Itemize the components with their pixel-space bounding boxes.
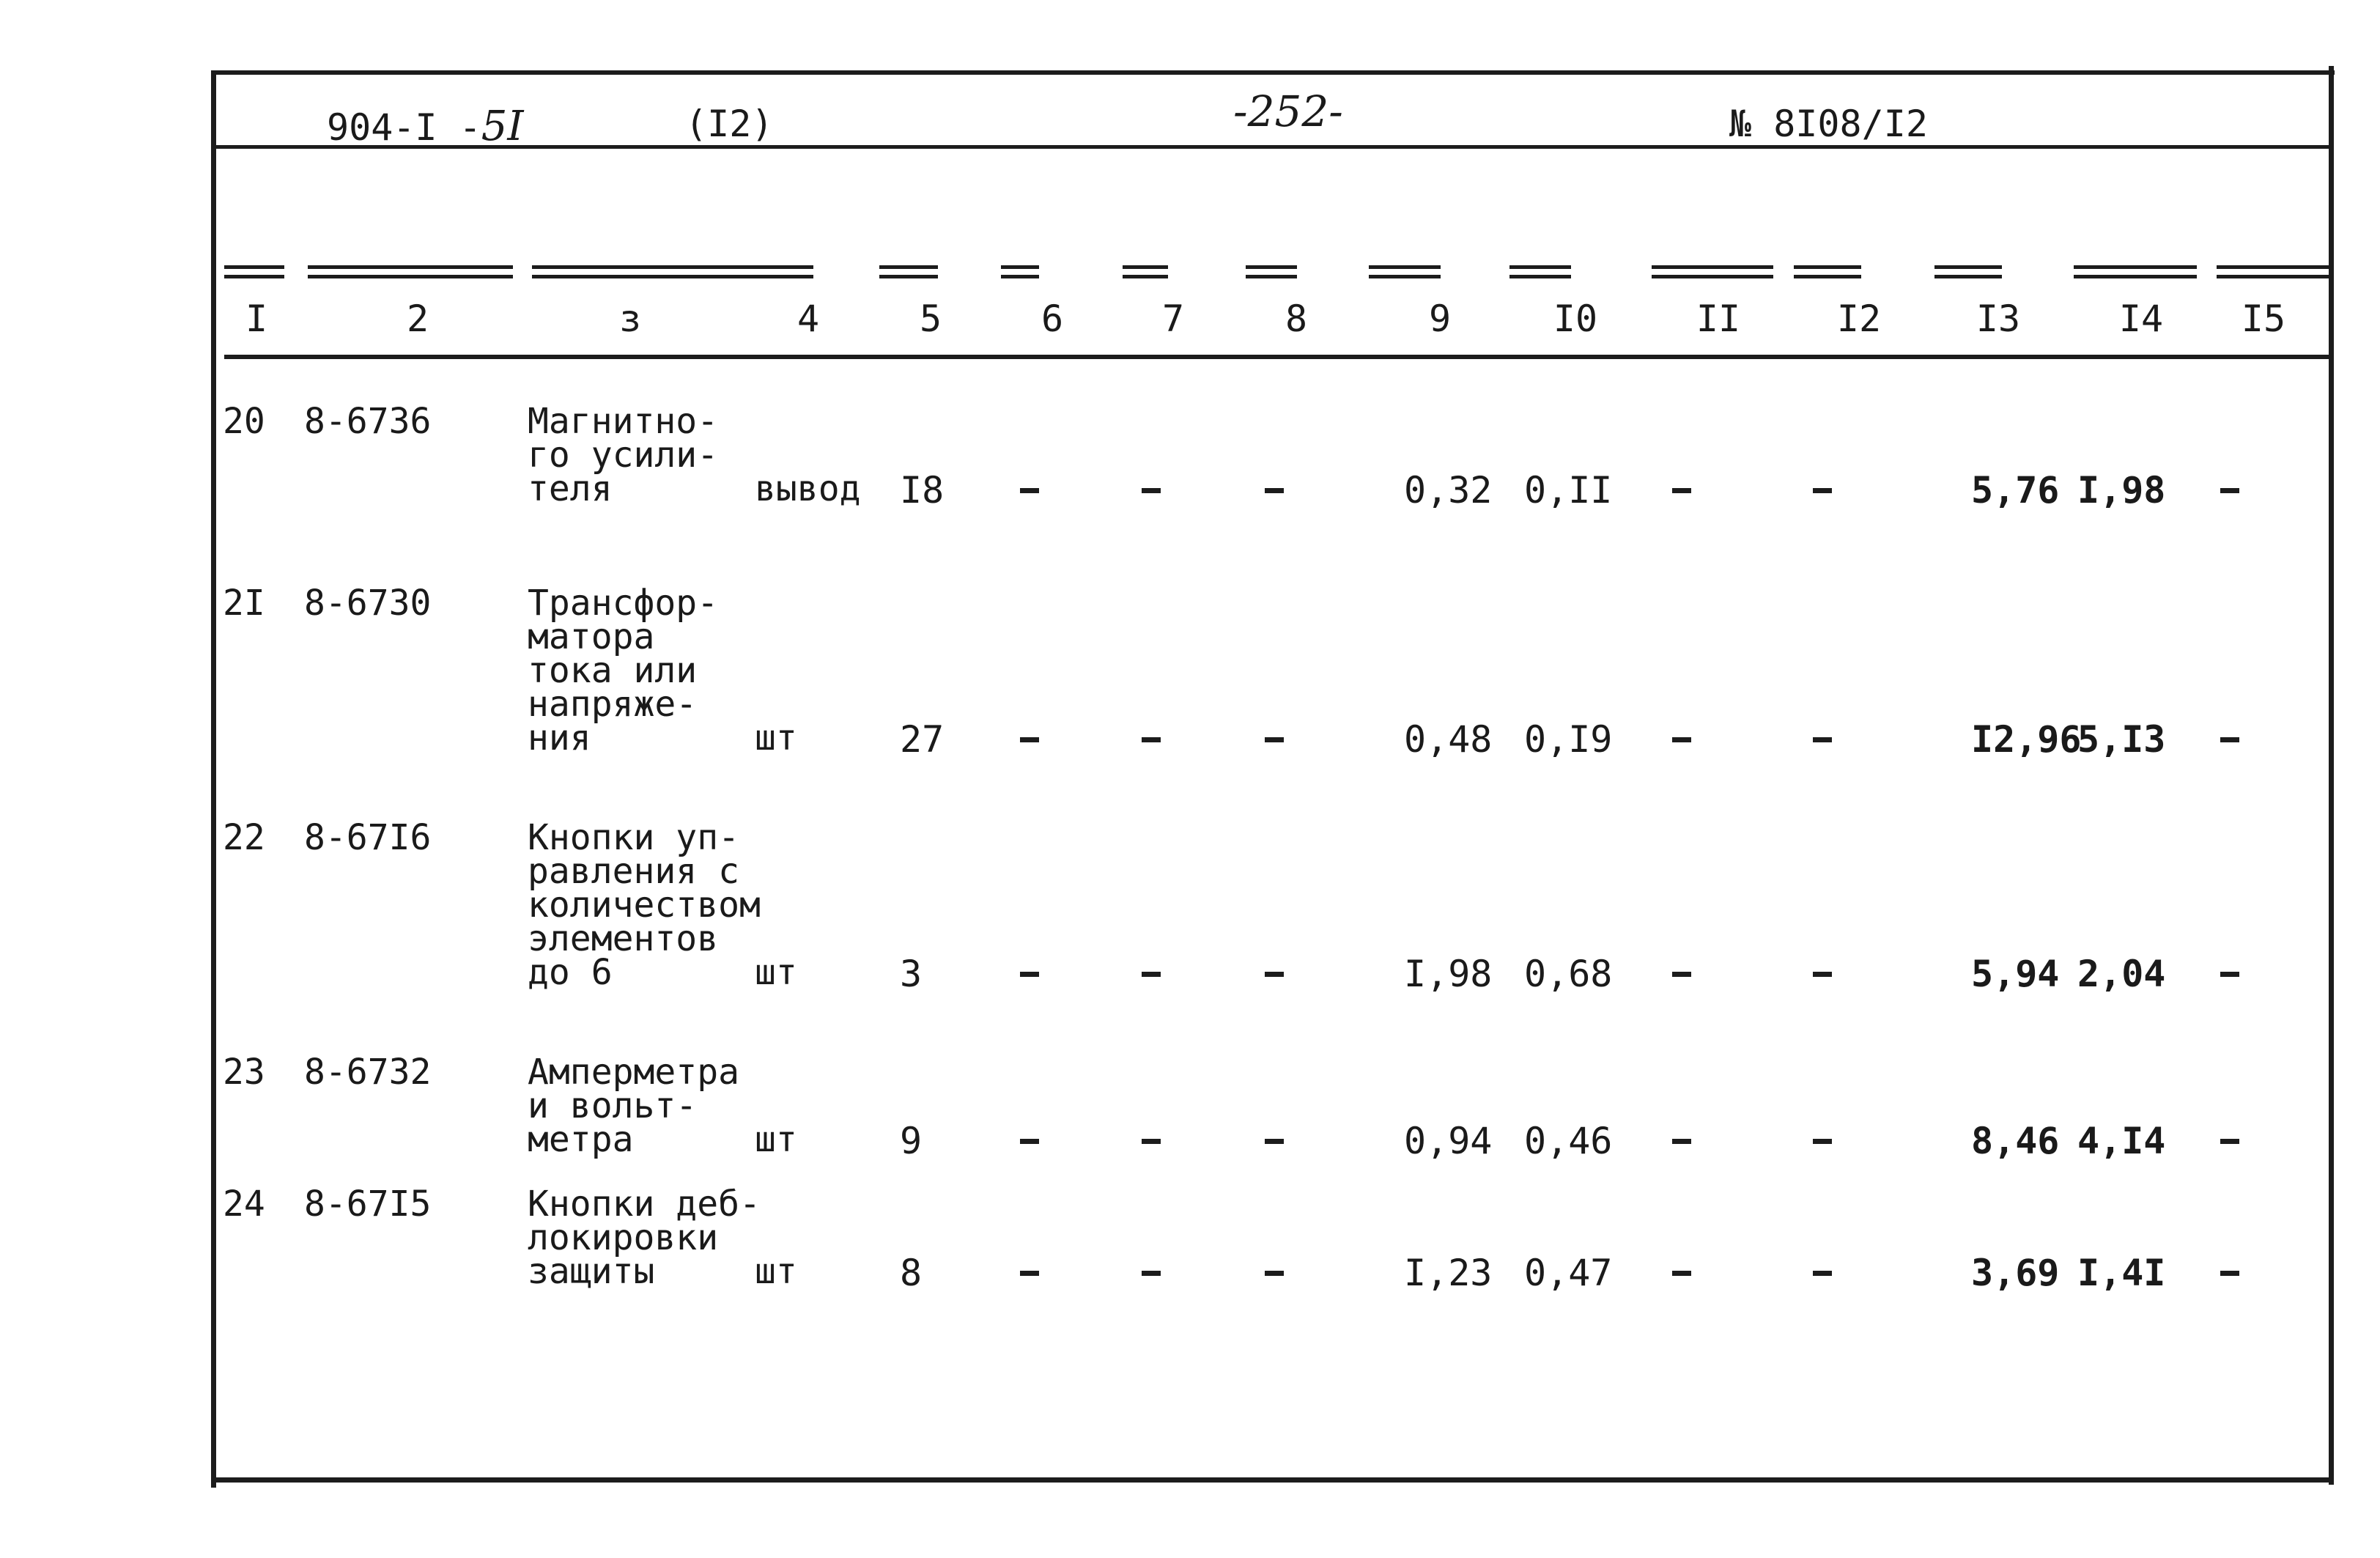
unit: шт bbox=[755, 717, 797, 758]
page-number: -252- bbox=[1233, 86, 1343, 136]
column-dash-6 bbox=[1001, 265, 1039, 278]
rate-code: 8-67I6 bbox=[304, 817, 432, 858]
value-c10: 0,46 bbox=[1524, 1120, 1613, 1162]
column-dash-3 bbox=[532, 265, 778, 278]
column-header-rule bbox=[224, 355, 2332, 359]
frame-top-border bbox=[211, 70, 2335, 75]
unit: шт bbox=[755, 1251, 797, 1292]
value-c14: I,4I bbox=[2077, 1252, 2166, 1294]
column-dash-14 bbox=[2074, 265, 2197, 278]
column-number: 7 bbox=[1161, 298, 1185, 340]
empty-cell-dash-c6 bbox=[1020, 488, 1039, 493]
value-c14: 5,I3 bbox=[2077, 718, 2166, 761]
empty-cell-dash-c6 bbox=[1020, 1139, 1039, 1144]
value-c9: I,98 bbox=[1404, 953, 1493, 995]
column-dash-13 bbox=[1934, 265, 2002, 278]
document-number: № 8I08/I2 bbox=[1729, 103, 1928, 145]
empty-cell-dash-c15 bbox=[2220, 1139, 2239, 1144]
empty-cell-dash-c7 bbox=[1142, 972, 1161, 977]
quantity: 3 bbox=[900, 953, 923, 995]
item-name-line: го усили- bbox=[528, 435, 719, 476]
unit: шт bbox=[755, 952, 797, 993]
empty-cell-dash-c6 bbox=[1020, 972, 1039, 977]
empty-cell-dash-c8 bbox=[1265, 972, 1284, 977]
item-name-line: теля bbox=[528, 468, 613, 509]
item-name-line: напряже- bbox=[528, 684, 698, 725]
column-dash-10 bbox=[1509, 265, 1571, 278]
item-name-line: тока или bbox=[528, 650, 698, 691]
value-c10: 0,47 bbox=[1524, 1252, 1613, 1294]
frame-bottom-border bbox=[211, 1477, 2334, 1483]
empty-cell-dash-c12 bbox=[1813, 1271, 1832, 1276]
column-number: II bbox=[1696, 298, 1741, 340]
row-number: 24 bbox=[223, 1184, 265, 1225]
empty-cell-dash-c11 bbox=[1672, 1271, 1691, 1276]
value-c13: 3,69 bbox=[1971, 1252, 2060, 1294]
quantity: 8 bbox=[900, 1252, 923, 1294]
column-number: 5 bbox=[919, 298, 942, 340]
empty-cell-dash-c8 bbox=[1265, 737, 1284, 742]
row-number: 2I bbox=[223, 583, 265, 624]
column-dash-5 bbox=[879, 265, 938, 278]
item-name-line: Кнопки уп- bbox=[528, 817, 739, 858]
empty-cell-dash-c12 bbox=[1813, 737, 1832, 742]
value-c14: I,98 bbox=[2077, 469, 2166, 512]
value-c13: I2,96 bbox=[1971, 718, 2082, 761]
column-number: I0 bbox=[1553, 298, 1598, 340]
empty-cell-dash-c12 bbox=[1813, 1139, 1832, 1144]
header-rule bbox=[216, 145, 2329, 149]
row-number: 20 bbox=[223, 401, 265, 442]
item-name-line: Трансфор- bbox=[528, 583, 719, 624]
column-dash-11 bbox=[1652, 265, 1773, 278]
empty-cell-dash-c8 bbox=[1265, 488, 1284, 493]
column-number: з bbox=[618, 298, 642, 340]
empty-cell-dash-c8 bbox=[1265, 1271, 1284, 1276]
empty-cell-dash-c11 bbox=[1672, 488, 1691, 493]
column-dash-8 bbox=[1246, 265, 1297, 278]
value-c9: I,23 bbox=[1404, 1252, 1493, 1294]
rate-code: 8-6736 bbox=[304, 401, 432, 442]
item-name-line: матора bbox=[528, 616, 655, 657]
item-name-line: Кнопки деб- bbox=[528, 1184, 761, 1225]
column-dash-1 bbox=[224, 265, 284, 278]
column-dash-15 bbox=[2217, 265, 2332, 278]
empty-cell-dash-c15 bbox=[2220, 737, 2239, 742]
column-dash-4 bbox=[761, 265, 813, 278]
column-number: 9 bbox=[1428, 298, 1452, 340]
column-number: 4 bbox=[797, 298, 820, 340]
item-name-line: и вольт- bbox=[528, 1085, 698, 1126]
value-c14: 2,04 bbox=[2077, 953, 2166, 995]
empty-cell-dash-c12 bbox=[1813, 972, 1832, 977]
value-c14: 4,I4 bbox=[2077, 1120, 2166, 1162]
sheet-number: (I2) bbox=[685, 103, 774, 145]
empty-cell-dash-c7 bbox=[1142, 737, 1161, 742]
value-c9: 0,32 bbox=[1404, 469, 1493, 512]
item-name-line: метра bbox=[528, 1119, 634, 1160]
empty-cell-dash-c7 bbox=[1142, 1139, 1161, 1144]
value-c13: 5,94 bbox=[1971, 953, 2060, 995]
item-name-line: Амперметра bbox=[528, 1052, 739, 1093]
empty-cell-dash-c7 bbox=[1142, 1271, 1161, 1276]
column-number: 6 bbox=[1041, 298, 1064, 340]
value-c10: 0,68 bbox=[1524, 953, 1613, 995]
column-number: 8 bbox=[1285, 298, 1308, 340]
empty-cell-dash-c11 bbox=[1672, 737, 1691, 742]
empty-cell-dash-c11 bbox=[1672, 1139, 1691, 1144]
value-c13: 5,76 bbox=[1971, 469, 2060, 512]
empty-cell-dash-c8 bbox=[1265, 1139, 1284, 1144]
empty-cell-dash-c15 bbox=[2220, 488, 2239, 493]
column-number: 2 bbox=[406, 298, 429, 340]
rate-code: 8-67I5 bbox=[304, 1184, 432, 1225]
item-name-line: Магнитно- bbox=[528, 401, 719, 442]
empty-cell-dash-c7 bbox=[1142, 488, 1161, 493]
value-c9: 0,48 bbox=[1404, 718, 1493, 761]
quantity: I8 bbox=[900, 469, 945, 512]
item-name-line: до 6 bbox=[528, 952, 613, 993]
item-name-line: локировки bbox=[528, 1217, 719, 1258]
item-name-line: защиты bbox=[528, 1251, 655, 1292]
row-number: 22 bbox=[223, 817, 265, 858]
unit: вывод bbox=[755, 468, 861, 509]
column-number: I4 bbox=[2118, 298, 2164, 340]
column-number: I bbox=[245, 298, 268, 340]
column-number: I5 bbox=[2241, 298, 2286, 340]
empty-cell-dash-c15 bbox=[2220, 1271, 2239, 1276]
empty-cell-dash-c11 bbox=[1672, 972, 1691, 977]
row-number: 23 bbox=[223, 1052, 265, 1093]
value-c10: 0,II bbox=[1524, 469, 1613, 512]
column-number: I3 bbox=[1976, 298, 2021, 340]
value-c9: 0,94 bbox=[1404, 1120, 1493, 1162]
project-code-suffix: 5I bbox=[481, 103, 524, 150]
project-code-prefix: 904-I - bbox=[327, 106, 481, 149]
column-dash-12 bbox=[1794, 265, 1861, 278]
quantity: 27 bbox=[900, 718, 945, 761]
empty-cell-dash-c15 bbox=[2220, 972, 2239, 977]
quantity: 9 bbox=[900, 1120, 923, 1162]
column-dash-7 bbox=[1123, 265, 1168, 278]
value-c10: 0,I9 bbox=[1524, 718, 1613, 761]
item-name-line: количеством bbox=[528, 885, 761, 926]
item-name-line: равления с bbox=[528, 851, 739, 892]
empty-cell-dash-c12 bbox=[1813, 488, 1832, 493]
unit: шт bbox=[755, 1119, 797, 1160]
item-name-line: элементов bbox=[528, 918, 719, 959]
frame-left-border bbox=[211, 70, 216, 1488]
column-dash-9 bbox=[1369, 265, 1441, 278]
rate-code: 8-6732 bbox=[304, 1052, 432, 1093]
empty-cell-dash-c6 bbox=[1020, 1271, 1039, 1276]
item-name-line: ния bbox=[528, 717, 591, 758]
frame-right-border bbox=[2329, 66, 2334, 1485]
rate-code: 8-6730 bbox=[304, 583, 432, 624]
empty-cell-dash-c6 bbox=[1020, 737, 1039, 742]
column-number: I2 bbox=[1836, 298, 1882, 340]
value-c13: 8,46 bbox=[1971, 1120, 2060, 1162]
project-code bbox=[327, 103, 523, 150]
column-dash-2 bbox=[308, 265, 513, 278]
